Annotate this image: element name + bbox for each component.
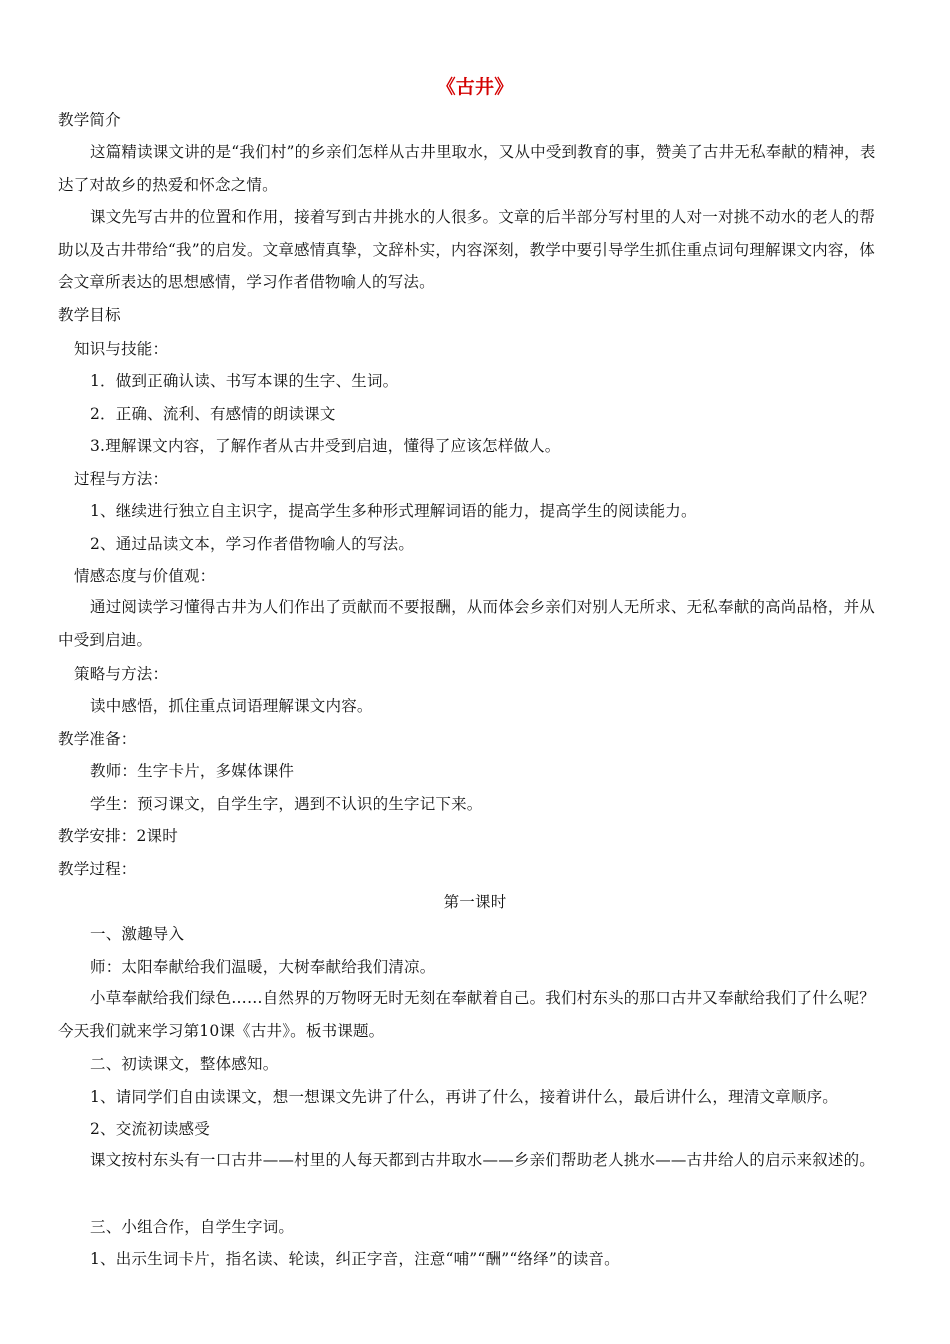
section-2-item-2: 2、交流初读感受 <box>90 1120 210 1138</box>
goals-heading: 教学目标 <box>58 306 121 324</box>
section-1-heading: 一、激趣导入 <box>90 925 185 943</box>
section-3-item-1: 1、出示生词卡片，指名读、轮读，纠正字音，注意“哺”“酬”“络绎”的读音。 <box>90 1250 620 1268</box>
intro-paragraph-2: 课文先写古井的位置和作用，接着写到古井挑水的人很多。文章的后半部分写村里的人对一对挑不动水的老人的帮助以及古井带给“我”的启发。文章感情真挚，文辞朴实，内容深刻，教学中要引导学生抓住重点词句理解课文内容，体会文章所表达的思想感情，学习作者借物喻人的写法。 <box>58 208 876 291</box>
process-item-1: 1、继续进行独立自主识字，提高学生多种形式理解词语的能力，提高学生的阅读能力。 <box>90 502 697 520</box>
knowledge-item-1: 1．做到正确认读、书写本课的生字、生词。 <box>90 372 399 390</box>
section-2-heading: 二、初读课文，整体感知。 <box>90 1055 279 1073</box>
section-1-line-1: 师：太阳奉献给我们温暖，大树奉献给我们清凉。 <box>90 958 436 976</box>
strategy-heading: 策略与方法： <box>74 665 169 683</box>
section-2-paragraph: 课文按村东头有一口古井——村里的人每天都到古井取水——乡亲们帮助老人挑水——古井给人的启示来叙述的。 <box>90 1151 876 1169</box>
process-item-2: 2、通过品读文本，学习作者借物喻人的写法。 <box>90 535 415 553</box>
knowledge-heading: 知识与技能： <box>74 340 169 358</box>
emotion-heading: 情感态度与价值观： <box>74 567 216 585</box>
process-heading: 过程与方法： <box>74 470 169 488</box>
lesson-one-heading: 第一课时 <box>443 893 507 911</box>
section-2-item-1: 1、请同学们自由读课文，想一想课文先讲了什么，再讲了什么，接着讲什么，最后讲什么，理清文章顺序。 <box>90 1088 838 1106</box>
knowledge-item-2: 2．正确、流利、有感情的朗读课文 <box>90 405 336 423</box>
schedule: 教学安排：2课时 <box>58 827 178 845</box>
strategy-text: 读中感悟，抓住重点词语理解课文内容。 <box>90 697 373 715</box>
knowledge-item-3: 3.理解课文内容，了解作者从古井受到启迪，懂得了应该怎样做人。 <box>90 437 561 455</box>
document-title: 《古井》 <box>436 76 514 98</box>
procedure-heading: 教学过程： <box>58 860 137 878</box>
emotion-paragraph: 通过阅读学习懂得古井为人们作出了贡献而不要报酬，从而体会乡亲们对别人无所求、无私奉献的高尚品格，并从中受到启迪。 <box>58 598 876 649</box>
prep-heading: 教学准备： <box>58 730 137 748</box>
section-1-paragraph: 小草奉献给我们绿色……自然界的万物呀无时无刻在奉献着自己。我们村东头的那口古井又奉献给我们了什么呢？今天我们就来学习第10课《古井》。板书课题。 <box>58 989 876 1040</box>
intro-heading: 教学简介 <box>58 111 121 129</box>
intro-paragraph-1: 这篇精读课文讲的是“我们村”的乡亲们怎样从古井里取水，又从中受到教育的事，赞美了古井无私奉献的精神，表达了对故乡的热爱和怀念之情。 <box>58 143 876 194</box>
prep-student: 学生：预习课文，自学生字，遇到不认识的生字记下来。 <box>90 795 483 813</box>
prep-teacher: 教师：生字卡片，多媒体课件 <box>90 762 295 780</box>
section-3-heading: 三、小组合作，自学生字词。 <box>90 1218 295 1236</box>
